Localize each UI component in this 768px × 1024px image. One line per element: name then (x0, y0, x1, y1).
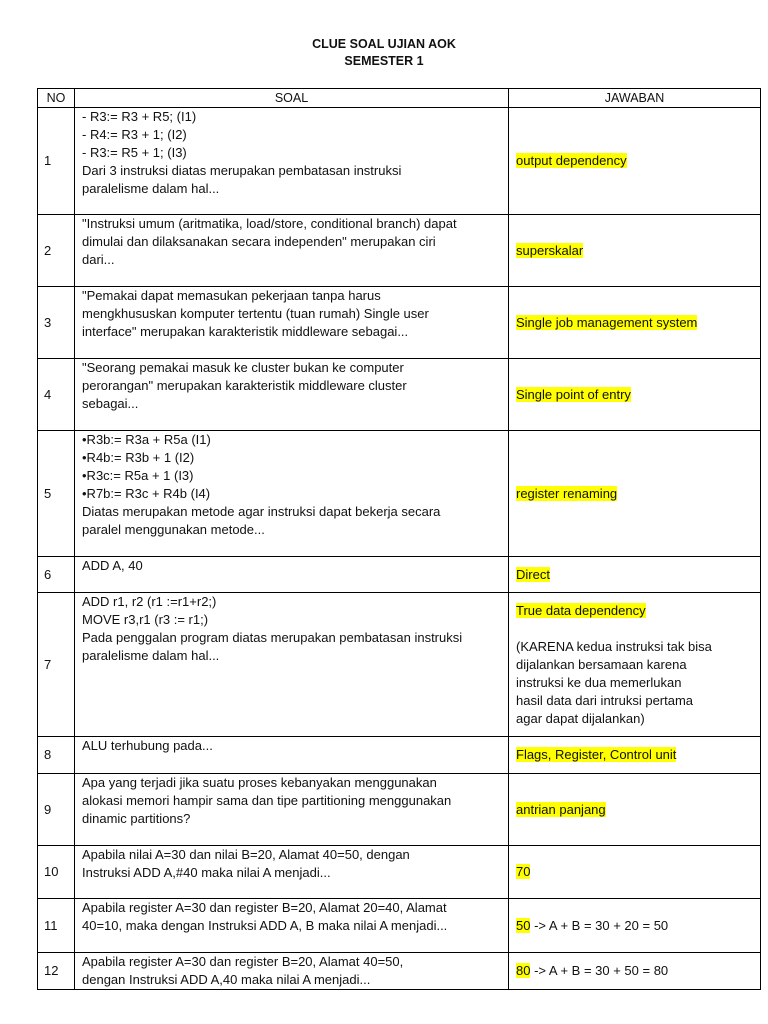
question-line: "Seorang pemakai masuk ke cluster bukan ke computer (82, 360, 404, 375)
question-line: Apabila register A=30 dan register B=20, Alamat 20=40, Alamat (82, 900, 447, 915)
answer-cell (509, 899, 761, 953)
question-cell (75, 846, 509, 899)
answer-note (516, 638, 753, 728)
answer-highlight: 50 (516, 917, 531, 933)
table-row (38, 215, 761, 287)
column-header-jawaban: JAWABAN (509, 89, 761, 108)
answer-line (516, 242, 753, 260)
question-line: - R3:= R3 + R5; (I1) (82, 109, 197, 124)
answer-explanation: -> A + B = 30 + 50 = 80 (530, 963, 669, 978)
question-cell (75, 593, 509, 737)
question-cell (75, 899, 509, 953)
answer-cell (509, 593, 761, 737)
row-number: 9 (38, 774, 75, 846)
question-line: alokasi memori hampir sama dan tipe partitioning menggunakan (82, 793, 452, 808)
table-row (38, 431, 761, 557)
answer-cell (509, 359, 761, 431)
question-line: ALU terhubung pada... (82, 738, 213, 753)
answer-line (516, 602, 753, 620)
row-number: 1 (38, 108, 75, 215)
question-line: dimulai dan dilaksanakan secara independen" merupakan ciri (82, 234, 436, 249)
question-line: Dari 3 instruksi diatas merupakan pembatasan instruksi (82, 163, 402, 178)
table-row (38, 737, 761, 774)
column-header-no: NO (38, 89, 75, 108)
question-line: Apabila register A=30 dan register B=20, Alamat 40=50, (82, 954, 404, 969)
question-cell (75, 953, 509, 990)
answer-note-line: agar dapat dijalankan) (516, 710, 645, 726)
question-line: - R3:= R5 + 1; (I3) (82, 145, 187, 160)
question-cell (75, 774, 509, 846)
table-row (38, 359, 761, 431)
table-row (38, 287, 761, 359)
question-line: - R4:= R3 + 1; (I2) (82, 127, 187, 142)
row-number: 3 (38, 287, 75, 359)
answer-line (516, 566, 753, 584)
answer-highlight: register renaming (516, 485, 618, 501)
question-cell (75, 108, 509, 215)
question-line: Diatas merupakan metode agar instruksi dapat bekerja secara (82, 504, 441, 519)
question-cell (75, 287, 509, 359)
answer-line (516, 801, 753, 819)
question-line: dengan Instruksi ADD A,40 maka nilai A menjadi... (82, 972, 371, 987)
question-line: •R3b:= R3a + R5a (I1) (82, 432, 211, 447)
question-cell (75, 431, 509, 557)
answer-note-line: dijalankan bersamaan karena (516, 656, 687, 672)
question-line: mengkhususkan komputer tertentu (tuan rumah) Single user (82, 306, 429, 321)
row-number: 8 (38, 737, 75, 774)
table-row (38, 557, 761, 593)
answer-line (516, 485, 753, 503)
answer-cell (509, 774, 761, 846)
question-line: ADD A, 40 (82, 558, 143, 573)
answer-note-line: instruksi ke dua memerlukan (516, 674, 682, 690)
answer-cell (509, 215, 761, 287)
table-row (38, 846, 761, 899)
question-cell (75, 215, 509, 287)
answer-highlight: output dependency (516, 153, 627, 168)
question-line: ADD r1, r2 (r1 :=r1+r2;) (82, 594, 217, 609)
question-line: perorangan" merupakan karakteristik middleware cluster (82, 378, 407, 393)
question-line: dari... (82, 252, 115, 267)
answer-highlight: Flags, Register, Control unit (516, 747, 677, 762)
answer-line (516, 746, 753, 764)
answer-cell (509, 431, 761, 557)
question-line: "Pemakai dapat memasukan pekerjaan tanpa harus (82, 288, 381, 303)
question-line: interface" merupakan karakteristik middleware sebagai... (82, 324, 409, 339)
page-title: CLUE SOAL UJIAN AOK (312, 37, 456, 51)
question-line: "Instruksi umum (aritmatika, load/store, conditional branch) dapat (82, 216, 457, 231)
question-cell (75, 557, 509, 593)
answer-line (516, 917, 753, 935)
question-line: paralelisme dalam hal... (82, 181, 220, 196)
answer-cell (509, 557, 761, 593)
answer-line (516, 314, 753, 332)
answer-line (516, 863, 753, 881)
row-number: 11 (38, 899, 75, 953)
table-body (38, 108, 761, 990)
answer-highlight: Single job management system (516, 314, 698, 330)
answer-highlight: True data dependency (516, 602, 646, 618)
question-cell (75, 737, 509, 774)
answer-highlight: Direct (516, 566, 550, 582)
answer-cell (509, 108, 761, 215)
question-line: Apa yang terjadi jika suatu proses kebanyakan menggunakan (82, 775, 437, 790)
table-row (38, 593, 761, 737)
question-line: dinamic partitions? (82, 811, 191, 826)
row-number: 5 (38, 431, 75, 557)
question-table (37, 88, 761, 990)
row-number: 6 (38, 557, 75, 593)
table-row (38, 108, 761, 215)
answer-highlight: superskalar (516, 242, 584, 258)
page-subtitle: SEMESTER 1 (344, 54, 424, 68)
row-number: 4 (38, 359, 75, 431)
row-number: 2 (38, 215, 75, 287)
question-line: sebagai... (82, 396, 139, 411)
question-line: paralelisme dalam hal... (82, 648, 220, 663)
answer-highlight: antrian panjang (516, 801, 606, 817)
answer-highlight: 70 (516, 864, 531, 879)
question-line: Apabila nilai A=30 dan nilai B=20, Alamat 40=50, dengan (82, 847, 410, 862)
answer-line (516, 386, 753, 404)
question-line: •R4b:= R3b + 1 (I2) (82, 450, 195, 465)
answer-line (516, 962, 753, 980)
question-cell (75, 359, 509, 431)
question-line: MOVE r3,r1 (r3 := r1;) (82, 612, 209, 627)
answer-highlight: Single point of entry (516, 386, 631, 402)
answer-cell (509, 953, 761, 990)
table-row (38, 774, 761, 846)
answer-note-line: hasil data dari intruksi pertama (516, 692, 694, 708)
table-row (38, 953, 761, 990)
table-row (38, 899, 761, 953)
question-line: •R3c:= R5a + 1 (I3) (82, 468, 194, 483)
question-line: 40=10, maka dengan Instruksi ADD A, B maka nilai A menjadi... (82, 918, 448, 933)
answer-cell (509, 737, 761, 774)
row-number: 7 (38, 593, 75, 737)
question-line: Instruksi ADD A,#40 maka nilai A menjadi... (82, 865, 331, 880)
column-header-soal: SOAL (75, 89, 509, 108)
answer-highlight: 80 (516, 963, 531, 978)
answer-explanation: -> A + B = 30 + 20 = 50 (530, 917, 669, 933)
answer-cell (509, 846, 761, 899)
question-line: Pada penggalan program diatas merupakan pembatasan instruksi (82, 630, 463, 645)
table-header-row (38, 89, 761, 108)
answer-line (516, 152, 753, 170)
answer-cell (509, 287, 761, 359)
question-line: paralel menggunakan metode... (82, 522, 265, 537)
answer-note-line: (KARENA kedua instruksi tak bisa (516, 638, 712, 654)
question-line: •R7b:= R3c + R4b (I4) (82, 486, 211, 501)
row-number: 12 (38, 953, 75, 990)
row-number: 10 (38, 846, 75, 899)
